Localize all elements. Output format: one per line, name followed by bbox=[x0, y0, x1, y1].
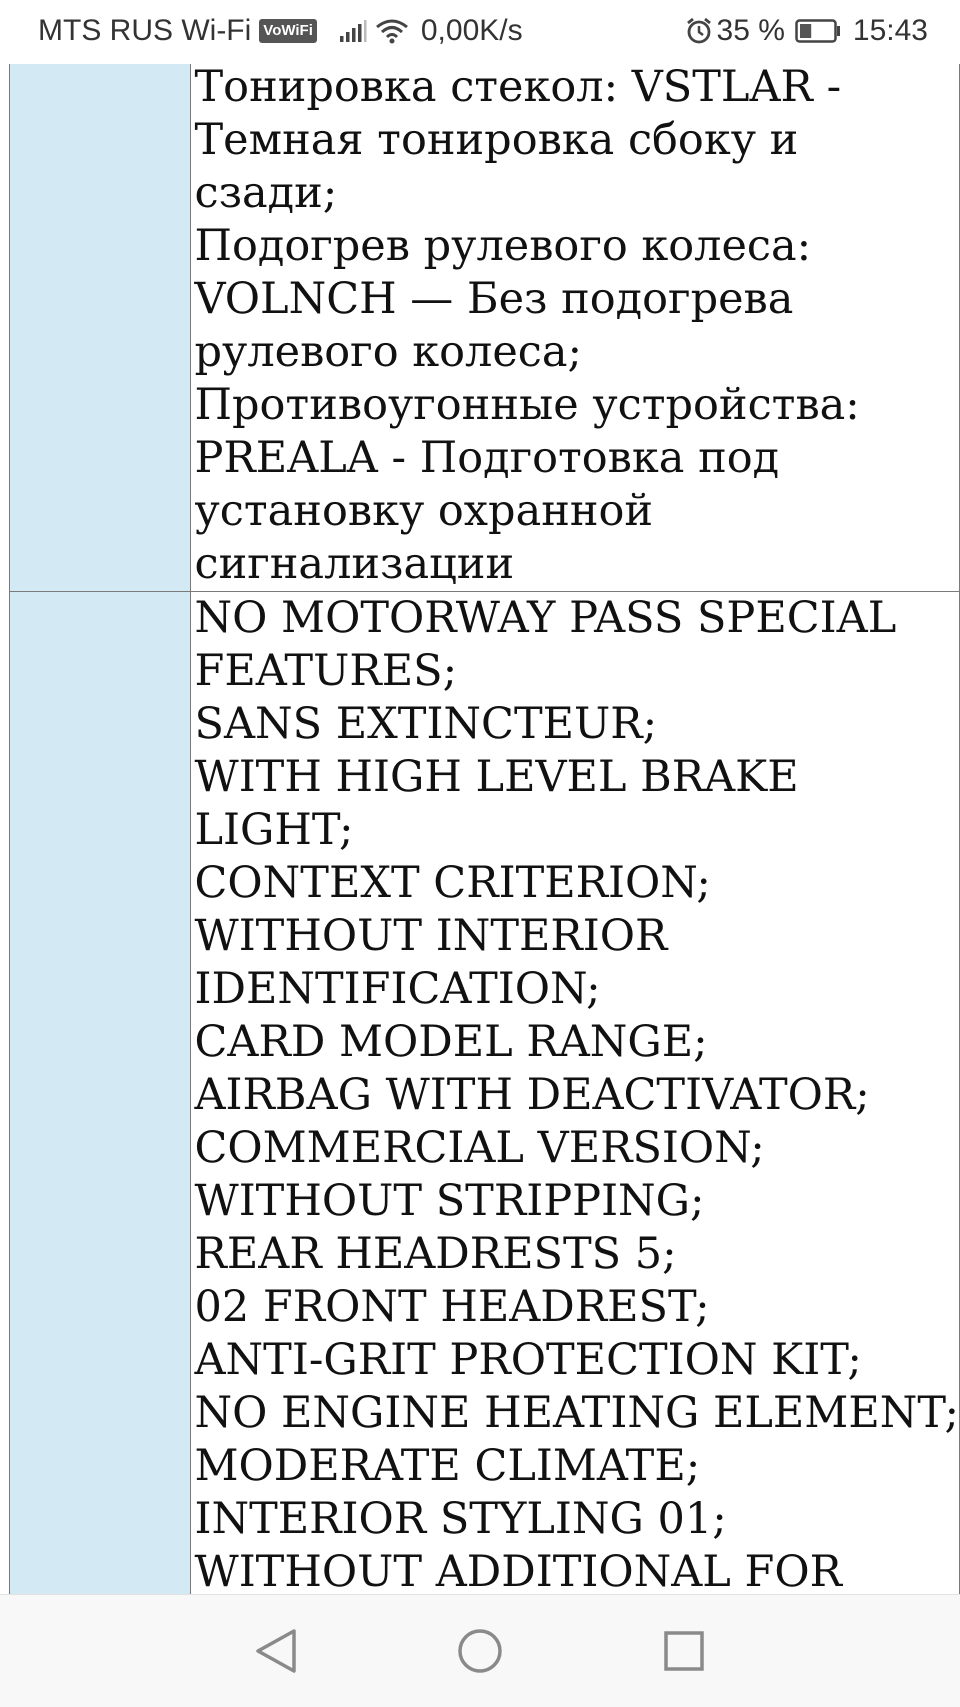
cell-line: CARD MODEL RANGE; bbox=[194, 1017, 708, 1067]
cell-line: 02 FRONT HEADREST; bbox=[194, 1282, 710, 1332]
cell-line: NO ENGINE HEATING ELEMENT; bbox=[194, 1388, 959, 1438]
recents-button[interactable] bbox=[654, 1621, 714, 1681]
battery-icon bbox=[795, 19, 841, 43]
cell-text bbox=[195, 592, 960, 1594]
cell-line: LIGHT; bbox=[194, 805, 354, 855]
home-button[interactable] bbox=[450, 1621, 510, 1681]
status-bar-left bbox=[38, 14, 523, 48]
cell-text bbox=[195, 64, 960, 591]
table-value-cell bbox=[190, 592, 960, 1595]
cell-line: ANTI-GRIT PROTECTION KIT; bbox=[194, 1335, 862, 1385]
table-value-cell bbox=[190, 64, 960, 592]
cell-line: REAR HEADRESTS 5; bbox=[194, 1229, 677, 1279]
cell-line: COMMERCIAL VERSION; bbox=[194, 1123, 765, 1173]
recents-icon bbox=[662, 1629, 706, 1673]
cell-line: WITH HIGH LEVEL BRAKE bbox=[194, 752, 799, 802]
cell-line: Темная тонировка сбоку и bbox=[194, 115, 799, 165]
cell-line: IDENTIFICATION; bbox=[194, 964, 601, 1014]
table-label-cell bbox=[10, 64, 191, 592]
status-bar bbox=[0, 0, 960, 64]
network-speed: 0,00K/s bbox=[420, 14, 523, 47]
cell-line: CONTEXT CRITERION; bbox=[194, 858, 711, 908]
cell-line: PREALA - Подготовка под bbox=[194, 433, 780, 483]
battery-percent: 35 % bbox=[716, 14, 785, 47]
status-bar-right bbox=[685, 14, 928, 48]
navigation-bar bbox=[0, 1594, 960, 1707]
table-row bbox=[10, 64, 960, 592]
page-content[interactable] bbox=[0, 64, 960, 1594]
equipment-table bbox=[9, 64, 960, 1594]
alarm-icon bbox=[685, 17, 713, 45]
cell-line: NO MOTORWAY PASS SPECIAL bbox=[194, 593, 897, 643]
carrier-name: MTS RUS Wi-Fi bbox=[38, 14, 252, 47]
cell-line: VOLNCH — Без подогрева bbox=[194, 274, 794, 324]
cell-line: INTERIOR STYLING 01; bbox=[194, 1494, 727, 1544]
cell-line: SANS EXTINCTEUR; bbox=[194, 699, 658, 749]
cell-line: MODERATE CLIMATE; bbox=[194, 1441, 701, 1491]
cell-line: WITHOUT STRIPPING; bbox=[194, 1176, 705, 1226]
cell-line: WITHOUT INTERIOR bbox=[194, 911, 668, 961]
table-row bbox=[10, 592, 960, 1595]
signal-icon bbox=[339, 19, 367, 43]
cell-line: Подогрев рулевого колеса: bbox=[194, 221, 812, 271]
cell-line: Тонировка стекол: VSTLAR - bbox=[194, 64, 842, 112]
cell-line: WITHOUT ADDITIONAL FOR bbox=[194, 1547, 842, 1594]
cell-line: сигнализации bbox=[194, 539, 515, 589]
vowifi-icon: VoWiFi bbox=[259, 19, 317, 43]
back-icon bbox=[254, 1627, 298, 1675]
cell-line: установку охранной bbox=[194, 486, 654, 536]
table-label-cell bbox=[10, 592, 191, 1595]
home-icon bbox=[456, 1627, 504, 1675]
cell-line: Противоугонные устройства: bbox=[194, 380, 860, 430]
cell-line: FEATURES; bbox=[194, 646, 458, 696]
cell-line: сзади; bbox=[194, 168, 338, 218]
cell-line: AIRBAG WITH DEACTIVATOR; bbox=[194, 1070, 870, 1120]
clock-time: 15:43 bbox=[852, 14, 928, 47]
wifi-icon bbox=[375, 18, 409, 44]
back-button[interactable] bbox=[246, 1621, 306, 1681]
cell-line: рулевого колеса; bbox=[194, 327, 583, 377]
